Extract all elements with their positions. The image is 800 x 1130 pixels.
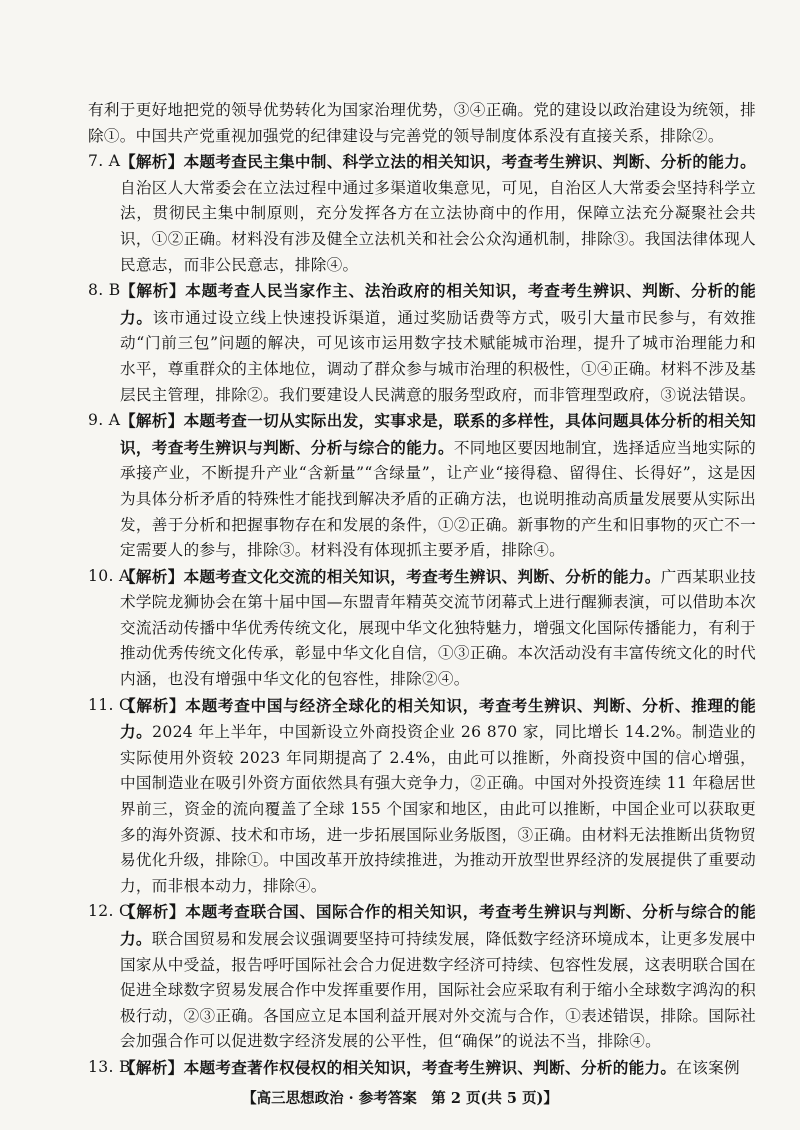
item-body: 该市通过设立线上快速投诉渠道，通过奖励话费等方式，吸引大量市民参与，有效推动“门前三包”问题的解决，可见该市运用数字技术赋能城市治理，提升了城市治理能力和水平，尊重群众的主体地位，调动了群众参与城市治理的积极性，①④正确。材料不涉及基层民主管理，排除②。我们要建设人民满意的服务型政府，而非管理型政府，③说法错误。 <box>120 308 756 404</box>
item-heading: 【解析】本题考查一切从实际出发，实事求是，联系的多样性，具体问题具体分析的相关知识，考查考生辨识与判断、分析与综合的能力。 <box>120 411 756 457</box>
item-number: 12. C <box>88 902 132 921</box>
answer-item-11 <box>88 693 756 900</box>
answer-item-7 <box>88 149 756 278</box>
answer-item-13 <box>88 1055 756 1082</box>
item-number: 9. A <box>88 411 121 430</box>
item-number: 11. C <box>88 695 132 714</box>
answer-item-9 <box>88 408 756 564</box>
item-number: 10. A <box>88 566 131 585</box>
item-number: 13. B <box>88 1057 131 1076</box>
item-heading: 【解析】本题考查联合国、国际合作的相关知识，考查考生辨识与判断、分析与综合的能力。 <box>120 902 756 948</box>
item-body: 在该案例 <box>676 1058 740 1077</box>
item-body: 联合国贸易和发展会议强调要坚持可持续发展，降低数字经济环境成本，让更多发展中国家从中受益，报告呼吁国际社会合力促进数字经济可持续、包容性发展，这表明联合国在促进全球数字贸易发展合作中发挥重要作用，国际社会应采取有利于缩小全球数字鸿沟的积极行动，②③正确。各国应立足本国利益开展对外交流与合作，①表述错误，排除。国际社会加强合作可以促进数字经济发展的公平性，但“确保”的说法不当，排除④。 <box>120 930 756 1051</box>
intro-paragraph: 有利于更好地把党的领导优势转化为国家治理优势，③④正确。党的建设以政治建设为统领，排除①。中国共产党重视加强党的纪律建设与完善党的领导制度体系没有直接关系，排除②。 <box>88 101 756 145</box>
item-heading: 【解析】本题考查文化交流的相关知识，考查考生辨识、判断、分析的能力。 <box>120 566 661 586</box>
item-heading: 【解析】本题考查人民当家作主、法治政府的相关知识，考查考生辨识、判断、分析的能力。 <box>120 281 756 327</box>
item-body: 2024 年上半年，中国新设立外商投资企业 26 870 家，同比增长 14.2%。制造业的实际使用外资较 2023 年同期提高了 2.4%，由此可以推断，外商投资中国的信心增强，中国制造业在吸引外资方面依然具有强大竞争力，②正确。中国对外投资连续 11 年稳居世界前三，资金的流向覆盖了全球 155 个国家和地区，由此可以推断，中国企业可以获取更多的海外资源、技术和市场，进一步拓展国际业务版图，③正确。由材料无法推断出货物贸易优化升级，排除①。中国改革开放持续推进，为推动开放型世界经济的发展提供了重要动力，而非根本动力，排除④。 <box>120 723 756 895</box>
item-number: 7. A <box>88 152 121 171</box>
answer-content <box>88 98 756 1082</box>
item-number: 8. B <box>88 281 121 300</box>
item-body: 不同地区要因地制宜，选择适应当地实际的承接产业，不断提升产业“含新量”“含绿量”，让产业“接得稳、留得住、长得好”，这是因为具体分析矛盾的特殊性才能找到解决矛盾的正确方法，也说明推动高质量发展要从实际出发，善于分析和把握事物存在和发展的条件，①②正确。新事物的产生和旧事物的灭亡不一定需要人的参与，排除③。材料没有体现抓主要矛盾，排除④。 <box>120 438 756 560</box>
item-heading: 【解析】本题考查著作权侵权的相关知识，考查考生辨识、判断、分析的能力。 <box>120 1057 677 1077</box>
item-body: 广西某职业技术学院龙狮协会在第十届中国—东盟青年精英交流节闭幕式上进行醒狮表演，可以借助本次交流活动传播中华优秀传统文化，展现中华文化独特魅力，增强文化国际传播能力，有利于推动优秀传统文化传承，彰显中华文化自信，①③正确。本次活动没有丰富传统文化的时代内涵，也没有增强中华文化的包容性，排除②④。 <box>120 567 756 689</box>
answer-item-10 <box>88 564 756 693</box>
page-footer: 【高三思想政治 · 参考答案 第 2 页(共 5 页)】 <box>242 1090 558 1107</box>
item-heading: 【解析】本题考查民主集中制、科学立法的相关知识，考查考生辨识、判断、分析的能力。 <box>120 152 756 172</box>
item-heading: 【解析】本题考查中国与经济全球化的相关知识，考查考生辨识、判断、分析、推理的能力。 <box>120 695 756 742</box>
answer-item-8 <box>88 278 756 408</box>
item-body: 自治区人大常委会在立法过程中通过多渠道收集意见，可见，自治区人大常委会坚持科学立法，贯彻民主集中制原则，充分发挥各方在立法协商中的作用，保障立法充分凝聚社会共识，①②正确。材料没有涉及健全立法机关和社会公众沟通机制，排除③。我国法律体现人民意志，而非公民意志，排除④。 <box>120 178 756 274</box>
answer-item-12 <box>88 899 756 1055</box>
